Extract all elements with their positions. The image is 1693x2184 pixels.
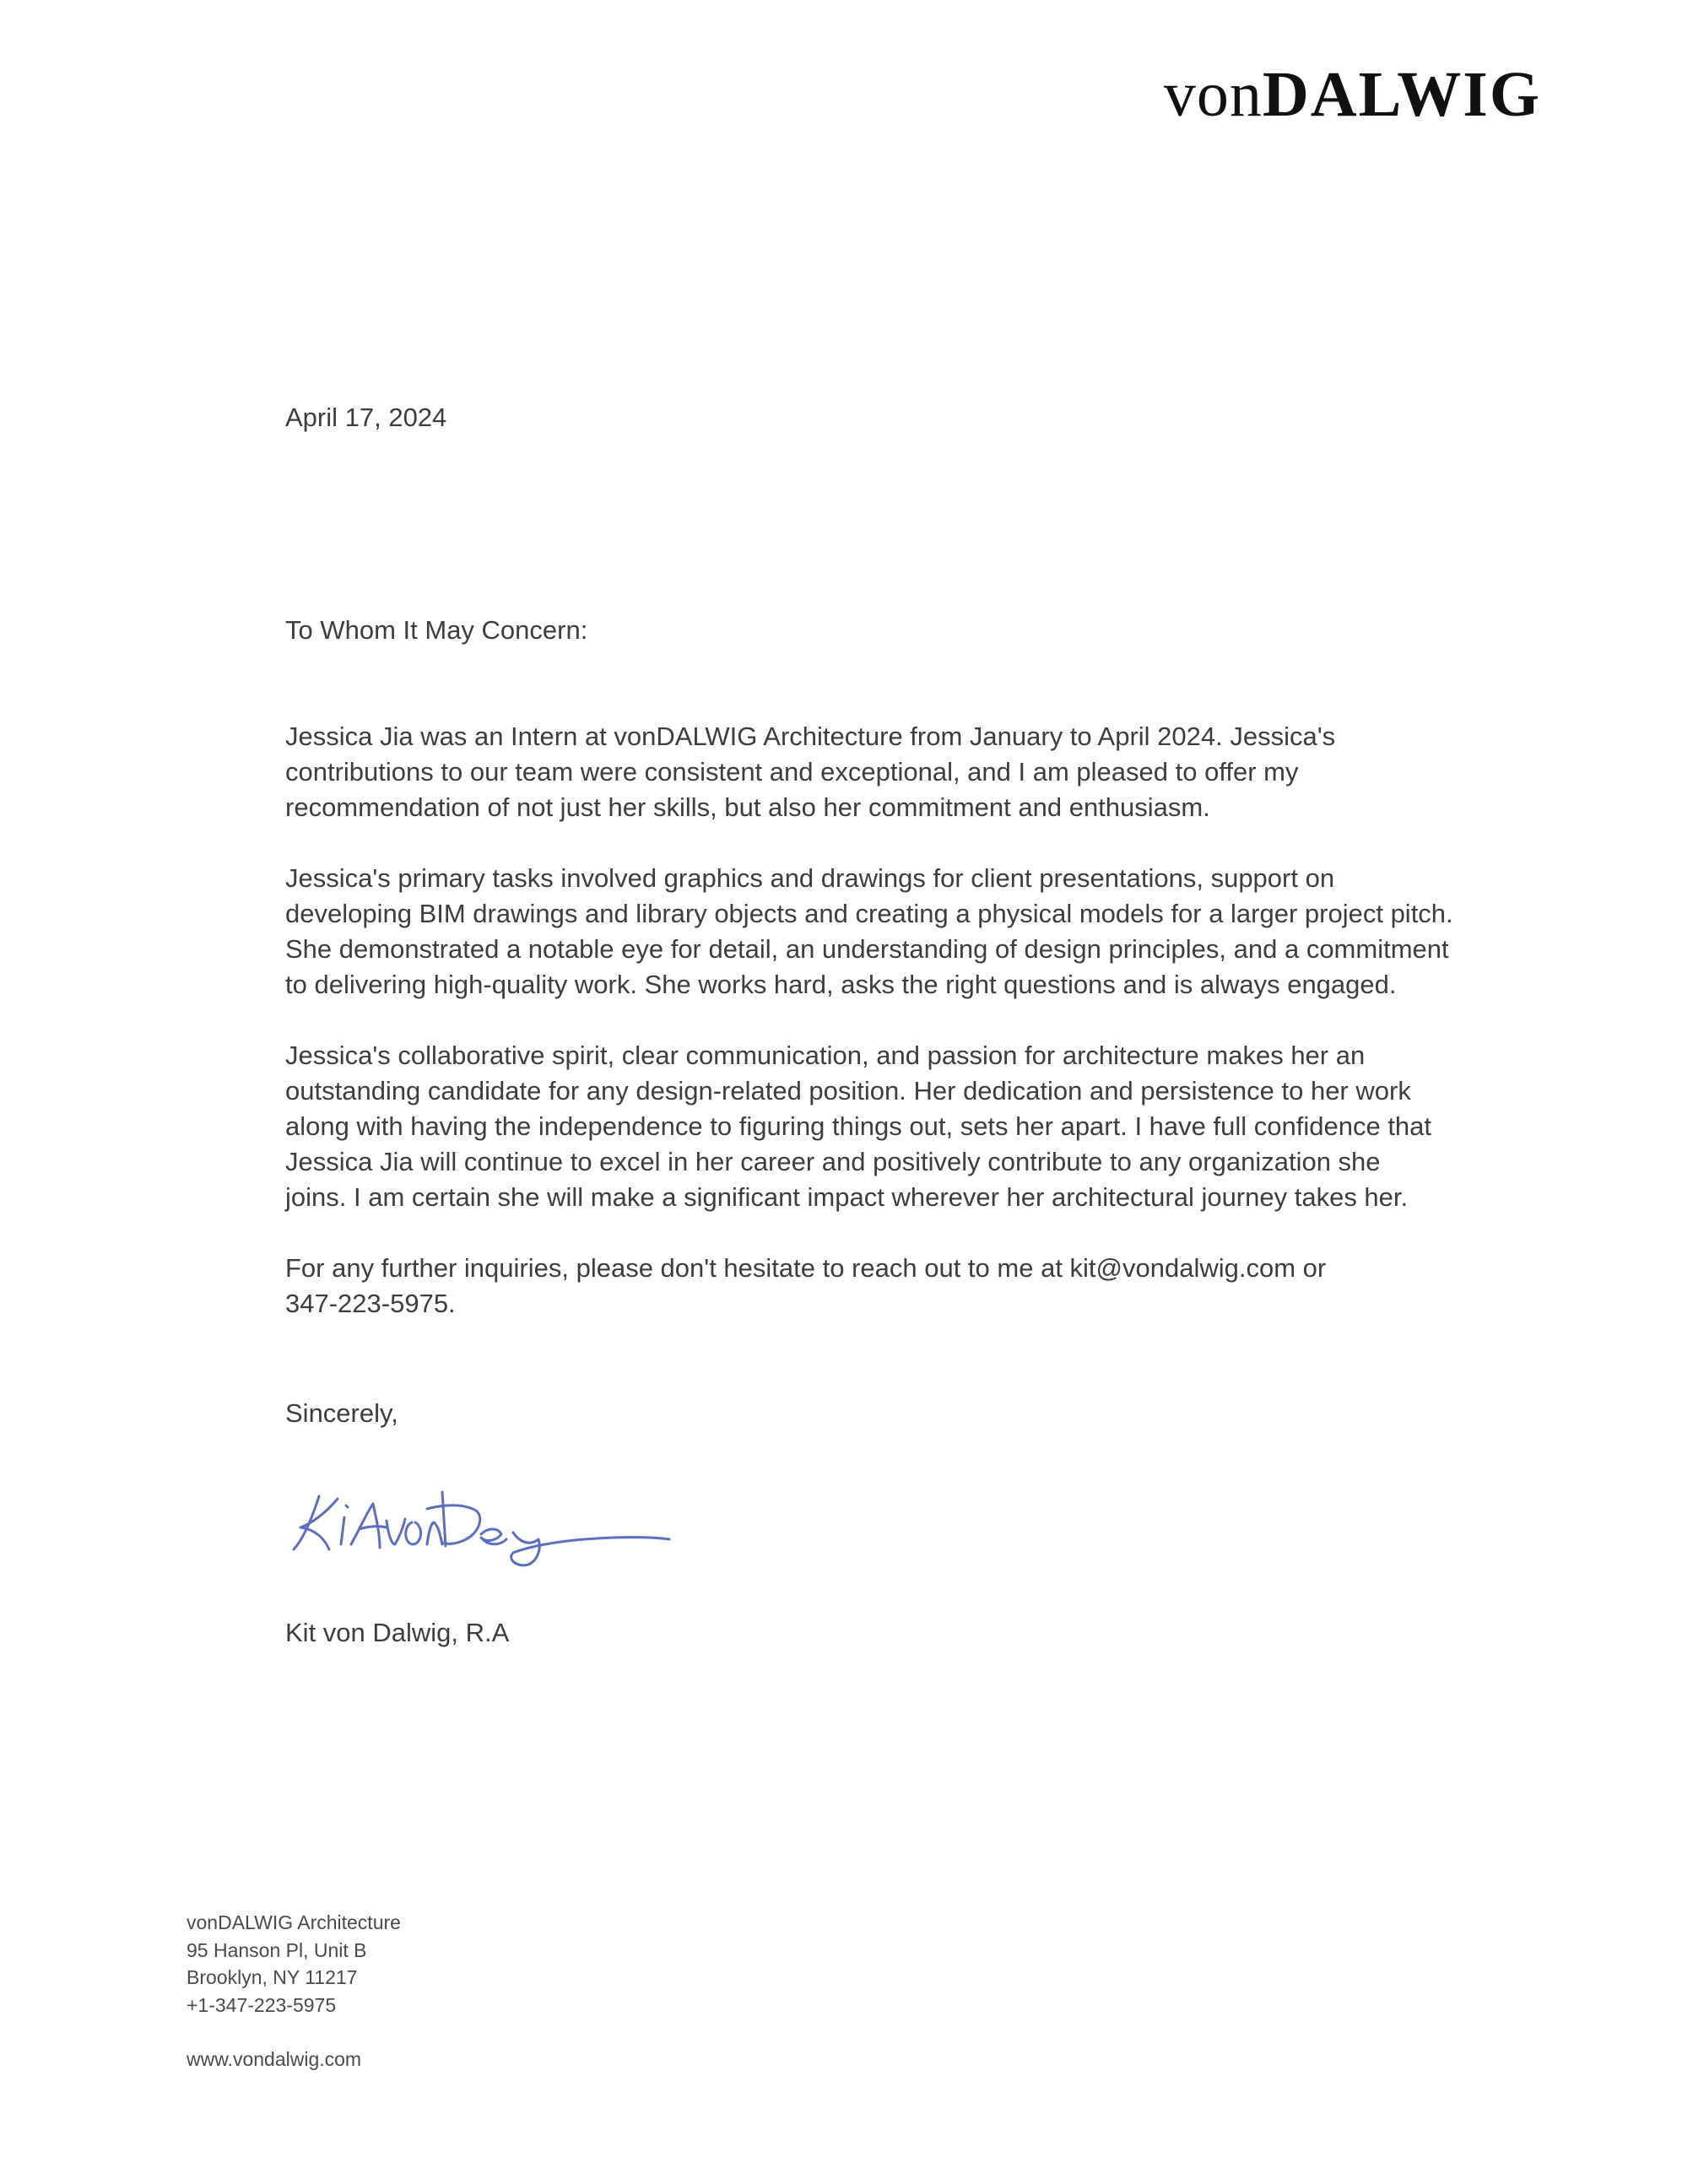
paragraph-2: Jessica's primary tasks involved graphics and drawings for client presentations, support on developing BIM drawings and library objects and creating a physical models for a larger project pitch. She demonstrated a notable eye for detail, an understanding of design principles, and a commitment to delivering high-quality work. She works hard, asks the right questions and is always engaged. <box>285 863 1453 999</box>
footer-phone: +1-347-223-5975 <box>187 1993 337 2016</box>
letter-date: April 17, 2024 <box>285 403 447 432</box>
company-logo <box>1163 59 1541 130</box>
salutation: To Whom It May Concern: <box>285 615 588 645</box>
footer-address-line-1: 95 Hanson Pl, Unit B <box>187 1938 367 1961</box>
footer-contact <box>187 1909 401 2073</box>
footer-website-link[interactable]: www.vondalwig.com <box>187 2048 362 2070</box>
logo-name: DALWIG <box>1262 59 1541 130</box>
paragraph-3: Jessica's collaborative spirit, clear communication, and passion for architecture makes her an outstanding candidate for any design-related position. Her dedication and persistence to her work along with having the independence to figuring things out, sets her apart. I have full confidence that Jessica Jia will continue to excel in her career and positively contribute to any organization she joins. I am certain she will make a significant impact wherever her architectural journey takes her. <box>285 1041 1432 1212</box>
logo-prefix: von <box>1163 59 1263 130</box>
paragraph-4: For any further inquiries, please don't hesitate to reach out to me at kit@vondalwig.com or 347-223-5975. <box>285 1253 1327 1318</box>
footer-address-line-2: Brooklyn, NY 11217 <box>187 1966 358 1988</box>
signer-name: Kit von Dalwig, R.A <box>285 1618 510 1647</box>
handwritten-signature <box>285 1467 682 1576</box>
footer-company: vonDALWIG Architecture <box>187 1911 401 1933</box>
paragraph-1: Jessica Jia was an Intern at vonDALWIG Architecture from January to April 2024. Jessica's contributions to our team were consistent and exceptional, and I am pleased to offer my recommendation of not just her skills, but also her commitment and enthusiasm. <box>285 722 1336 822</box>
letter-body <box>285 719 1551 1357</box>
closing: Sincerely, <box>285 1398 398 1428</box>
